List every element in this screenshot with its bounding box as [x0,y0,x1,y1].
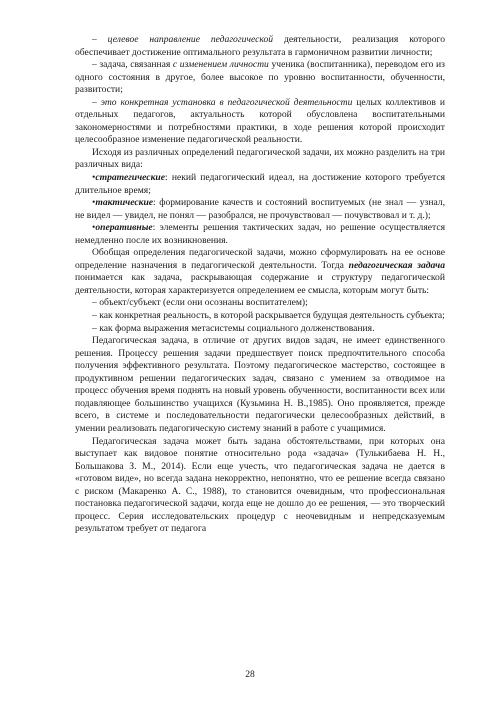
bullet-icon: • [92,172,96,184]
bold-italic-term: стратегические [95,172,166,184]
bold-italic-term: оперативные [95,222,153,234]
bold-italic-term: педагогическая задача [348,259,445,271]
italic-phrase: это конкретная установка в педагогической деятельности [100,96,353,108]
text: Обобщая определения педагогической задачи, можно сформулировать на ее основе определение назначения в педагогической деятельности. Тогда [75,247,445,271]
page-number: 28 [245,669,255,680]
bullet-item [75,172,445,197]
text: целых коллективов и отдельных педагогов, актуальность которой обусловлена воспитательными закономерностями и потребностями практики, в ходе решения которой происходит целесообразное изменение педагогической реальности. [75,96,445,146]
body-text [75,34,445,536]
bullet-icon: • [92,197,96,209]
paragraph: Педагогическая задача, в отличие от других видов задач, не имеет единственного решения. Процессу решения задачи предшествует поиск предпочтительного способа получения эффективного результата. Поэтому педагогическое мастерство, состоящее в продуктивном решении педагогических задач, связано с умением за отводимое на процесс обучения время поднять на новый уровень обученности, воспитанности всех или подавляющее большинство учащихся (Кузьмина Н. В.,1985). Оно проявляется, прежде всего, в системе и последовательности педагогически целесообразных действий, в умении реализовать педагогическую систему знаний в работе с учащимися. [75,335,445,434]
text: : формирование качеств и состояний воспитуемых (не знал — узнал, не видел — увидел, не понял — разобрался, не прочувствовал — почувствовал и т. д.); [75,197,445,221]
text: – задача, связанная [92,59,173,71]
paragraph: Исходя из различных определений педагогической задачи, их можно разделить на три различных вида: [75,146,445,171]
bullet-item [75,222,445,247]
bold-italic-term: тактические [95,197,154,209]
paragraph [75,247,445,297]
paragraph [75,97,445,147]
paragraph: Педагогическая задача может быть задана обстоятельствами, при которых она выступает как видовое понятие относительно рода «задача» (Тулькибаева Н. Н., Большакова З. М., 2014). Если еще учесть, что педагогическая задача не дается в «готовом виде», но всегда задана некорректно, непонятно, что ее решение всегда связано с риском (Макаренко А. С., 1988), то становится очевидным, что профессиональная постановка педагогической задачи, когда еще не дошло до ее решения, — это творческий процесс. Серия исследовательских процедур с неочевидным и непредсказуемым результатом требует от педагога [75,435,445,535]
text: деятельности, реализация которого обеспечивает достижение оптимального результата в гармоничном развитии личности; [75,34,445,58]
paragraph [75,34,445,59]
list-item: – как форма выражения метасистемы социального долженствования. [92,322,375,334]
bullet-icon: • [92,222,96,234]
bullet-item [75,197,445,222]
italic-phrase: целевое направление педагогической [107,34,274,45]
text: – [92,96,101,108]
list-item: – объект/субъект (если они осознаны воспитателем); [92,297,308,309]
text: ученика (воспитанника), переводом его из одного состояния в другое, более высокое по уровню воспитанности, обученности, развитости; [75,59,445,96]
text: – [92,34,108,45]
text: : элементы решения тактических задач, но решение осуществляется немедленно после их возникновения. [75,222,445,246]
list-item: – как конкретная реальность, в которой раскрывается будущая деятельность субъекта; [92,310,445,322]
text: : некий педагогический идеал, на достижение которого требуется длительное время; [75,172,445,196]
paragraph [75,59,445,97]
italic-phrase: с изменением личности [172,59,269,71]
text: понимается как задача, раскрывающая содержание и структуру педагогической деятельности, которая характеризуется определением ее смысла, которым могут быть: [75,272,445,296]
